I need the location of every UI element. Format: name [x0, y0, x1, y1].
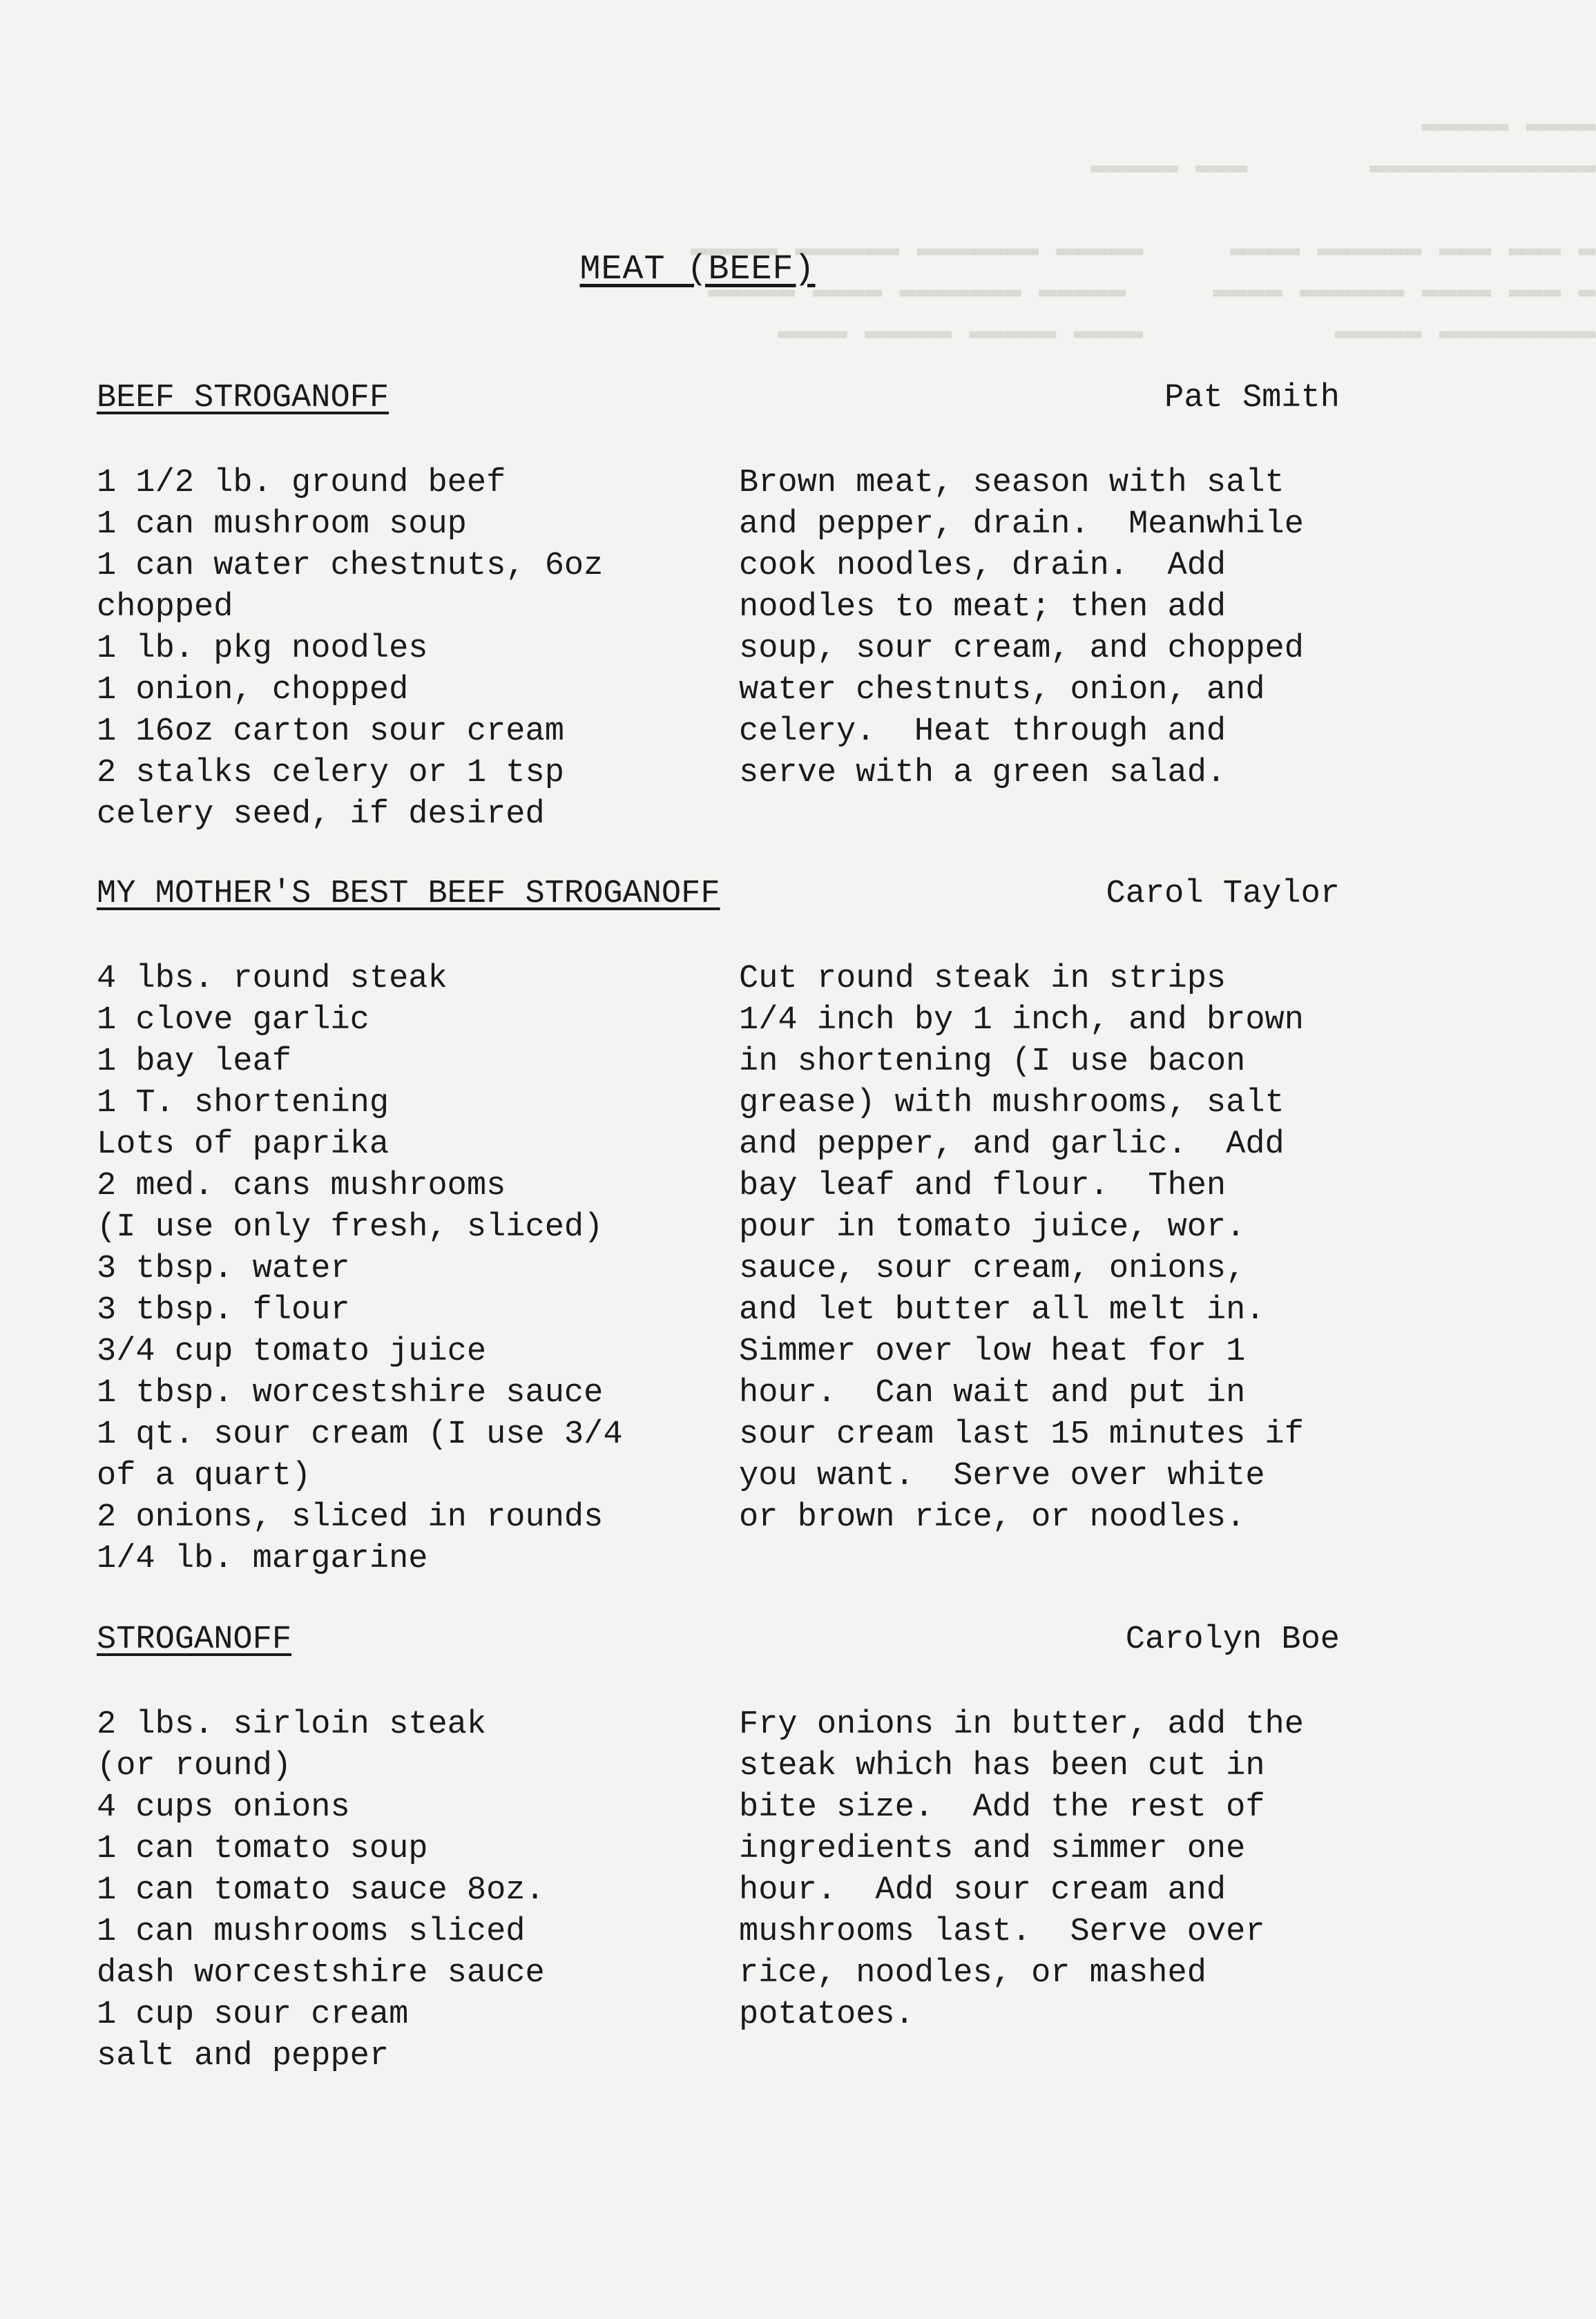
- recipe-title: MY MOTHER'S BEST BEEF STROGANOFF: [97, 876, 720, 912]
- ingredient-line: 4 cups onions: [97, 1789, 350, 1826]
- ingredient-line: 1 bay leaf: [97, 1043, 292, 1080]
- ingredient-line: salt and pepper: [97, 2038, 390, 2075]
- ingredient-line: 2 onions, sliced in rounds: [97, 1499, 604, 1536]
- direction-line: ingredients and simmer one: [739, 1831, 1246, 1867]
- ingredient-line: 1 T. shortening: [97, 1085, 390, 1122]
- directions-text: [739, 1704, 1347, 2036]
- direction-line: and pepper, and garlic. Add: [739, 1126, 1285, 1163]
- ingredient-line: 1 1/2 lb. ground beef: [97, 465, 506, 501]
- direction-line: Fry onions in butter, add the: [739, 1706, 1304, 1743]
- ingredient-line: (or round): [97, 1748, 292, 1784]
- direction-line: sour cream last 15 minutes if: [739, 1416, 1304, 1453]
- ingredient-line: 1 can tomato soup: [97, 1831, 428, 1867]
- ingredient-line: 1 tbsp. worcestshire sauce: [97, 1375, 604, 1412]
- direction-line: rice, noodles, or mashed: [739, 1955, 1206, 1992]
- ingredient-line: (I use only fresh, sliced): [97, 1209, 604, 1246]
- direction-line: water chestnuts, onion, and: [739, 672, 1265, 709]
- ingredient-line: 1 onion, chopped: [97, 672, 409, 709]
- direction-line: steak which has been cut in: [739, 1748, 1265, 1784]
- ingredient-line: 1 can tomato sauce 8oz.: [97, 1872, 545, 1909]
- direction-line: and pepper, drain. Meanwhile: [739, 506, 1304, 543]
- directions-text: [739, 959, 1347, 1539]
- direction-line: celery. Heat through and: [739, 713, 1227, 750]
- direction-line: bay leaf and flour. Then: [739, 1168, 1227, 1204]
- directions-text: [739, 463, 1347, 794]
- recipe-beef-stroganoff: [97, 380, 1340, 833]
- ingredient-line: 1 lb. pkg noodles: [97, 631, 428, 667]
- ingredient-line: 2 stalks celery or 1 tsp: [97, 755, 564, 791]
- recipe-title: STROGANOFF: [97, 1622, 292, 1658]
- direction-line: Cut round steak in strips: [739, 961, 1227, 997]
- recipe-author: Pat Smith: [1164, 380, 1340, 416]
- ingredient-line: 1 can water chestnuts, 6oz: [97, 548, 604, 584]
- ingredient-line: 1 16oz carton sour cream: [97, 713, 564, 750]
- ingredient-line: 3 tbsp. flour: [97, 1292, 350, 1329]
- recipe-stroganoff: [97, 1622, 1340, 2075]
- direction-line: potatoes.: [739, 1996, 914, 2033]
- direction-line: soup, sour cream, and chopped: [739, 631, 1304, 667]
- ingredient-line: 2 lbs. sirloin steak: [97, 1706, 487, 1743]
- direction-line: noodles to meat; then add: [739, 589, 1227, 626]
- direction-line: hour. Add sour cream and: [739, 1872, 1227, 1909]
- direction-line: hour. Can wait and put in: [739, 1375, 1246, 1412]
- ingredient-line: 4 lbs. round steak: [97, 961, 448, 997]
- direction-line: mushrooms last. Serve over: [739, 1914, 1265, 1950]
- ingredient-line: Lots of paprika: [97, 1126, 390, 1163]
- direction-line: Simmer over low heat for 1: [739, 1334, 1246, 1370]
- recipe-author: Carolyn Boe: [1125, 1622, 1340, 1658]
- direction-line: cook noodles, drain. Add: [739, 548, 1227, 584]
- ingredient-line: 2 med. cans mushrooms: [97, 1168, 506, 1204]
- ingredient-line: 1 can mushrooms sliced: [97, 1914, 526, 1950]
- direction-line: grease) with mushrooms, salt: [739, 1085, 1285, 1122]
- direction-line: sauce, sour cream, onions,: [739, 1251, 1246, 1287]
- direction-line: and let butter all melt in.: [739, 1292, 1265, 1329]
- recipe-title: BEEF STROGANOFF: [97, 380, 390, 416]
- direction-line: pour in tomato juice, wor.: [739, 1209, 1246, 1246]
- recipe-my-mothers-best-beef-stroganoff: [97, 876, 1340, 1577]
- ingredients-list: [97, 959, 718, 1580]
- ingredient-line: 1 qt. sour cream (I use 3/4: [97, 1416, 623, 1453]
- ingredients-list: [97, 463, 718, 836]
- direction-line: 1/4 inch by 1 inch, and brown: [739, 1002, 1304, 1039]
- recipe-author: Carol Taylor: [1106, 876, 1340, 912]
- direction-line: bite size. Add the rest of: [739, 1789, 1265, 1826]
- ingredient-line: dash worcestshire sauce: [97, 1955, 545, 1992]
- ingredients-list: [97, 1704, 718, 2077]
- ingredient-line: 1 can mushroom soup: [97, 506, 467, 543]
- direction-line: you want. Serve over white: [739, 1458, 1265, 1494]
- direction-line: in shortening (I use bacon: [739, 1043, 1246, 1080]
- ingredient-line: of a quart): [97, 1458, 311, 1494]
- direction-line: or brown rice, or noodles.: [739, 1499, 1246, 1536]
- ingredient-line: chopped: [97, 589, 233, 626]
- ingredient-line: celery seed, if desired: [97, 796, 545, 833]
- page-title: MEAT (BEEF): [579, 250, 816, 289]
- ingredient-line: 1/4 lb. margarine: [97, 1541, 428, 1577]
- ingredient-line: 3/4 cup tomato juice: [97, 1334, 487, 1370]
- ingredient-line: 3 tbsp. water: [97, 1251, 350, 1287]
- ingredient-line: 1 clove garlic: [97, 1002, 369, 1039]
- direction-line: Brown meat, season with salt: [739, 465, 1285, 501]
- direction-line: serve with a green salad.: [739, 755, 1227, 791]
- bleed-through-texture: ▬▬▬▬ ▬▬▬▬▬ ▬▬▬▬▬▬▬▬▬▬▬▬▬ ▬▬▬ ▬▬▬▬▬ ▬ ▬▬▬ ▬▬▬ ▬▬▬▬▬▬ ▬▬▬▬ ▬▬▬▬▬ ▬▬▬▬▬▬▬ ▬▬▬▬▬▬ ▬▬▬▬▬ ▬ ▬▬▬ ▬▬▬▬ ▬▬▬▬▬▬ ▬▬▬▬ ▬▬▬▬▬ ▬▬▬▬▬▬▬ ▬▬▬▬ ▬▬▬▬▬ ▬▬▬▬▬▬▬▬▬ ▬▬▬▬▬ ▬▬▬▬ ▬▬▬▬▬ ▬▬▬▬▬ ▬▬▬▬: [691, 108, 1596, 348]
- ingredient-line: 1 cup sour cream: [97, 1996, 409, 2033]
